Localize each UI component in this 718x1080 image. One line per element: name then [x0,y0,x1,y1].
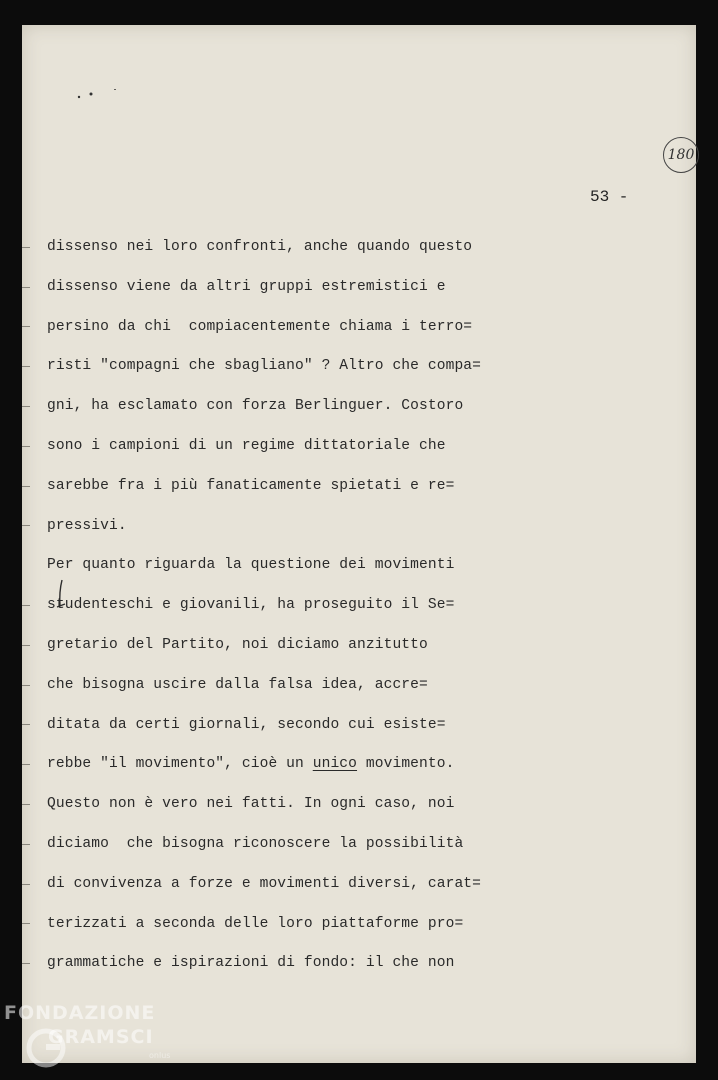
text-line: dissenso nei loro confronti, anche quando questo [47,239,473,255]
margin-tick [22,287,30,288]
margin-tick [22,724,30,725]
text-line: risti "compagni che sbagliano" ? Altro che compa= [47,358,482,375]
text-line: dissenso viene da altri gruppi estremistici e [47,278,446,295]
margin-tick [22,804,30,805]
text-line: diciamo che bisogna riconoscere la possibilità [47,835,464,852]
text-line-underlined [47,750,481,790]
margin-tick [22,764,30,765]
watermark-line1: FONDAZIONE [4,1002,156,1024]
text-line: sono i campioni di un regime dittatoriale che [47,437,446,454]
archive-number-stamp [663,137,699,173]
watermark-line2: GRAMSCI [48,1026,154,1048]
margin-tick [22,366,30,367]
margin-tick [22,406,30,407]
text-segment: rebbe "il movimento", cioè un [47,756,313,773]
text-line: persino da chi compiacentemente chiama i terro= [47,318,473,335]
watermark-subtext: onlus [149,1051,171,1060]
margin-tick [22,923,30,924]
text-line: ditata da certi giornali, secondo cui esiste= [47,716,446,733]
text-segment: movimento. [357,756,455,773]
text-line: di convivenza a forze e movimenti diversi, carat= [47,875,482,892]
left-margin-ticks [22,0,32,1080]
margin-tick [22,963,30,964]
text-line: grammatiche e ispirazioni di fondo: il che non [47,955,455,972]
text-line: gretario del Partito, noi diciamo anzitutto [47,636,428,653]
margin-tick [22,446,30,447]
text-line: che bisogna uscire dalla falsa idea, accre= [47,676,428,693]
archive-number: 180 [667,147,695,163]
text-line: Questo non è vero nei fatti. In ogni caso, noi [47,796,455,813]
text-line: pressivi. [47,517,127,534]
text-line: gni, ha esclamato con forza Berlinguer. Costoro [47,398,464,415]
paper-specks [77,89,127,101]
typewritten-body [47,233,481,989]
margin-tick [22,326,30,327]
underlined-word: unico [312,756,358,773]
margin-tick [22,844,30,845]
margin-tick [22,884,30,885]
fondazione-gramsci-watermark [4,1002,184,1072]
margin-tick [22,685,30,686]
margin-tick [22,486,30,487]
text-line: terizzati a seconda delle loro piattaforme pro= [47,915,464,932]
text-line: sarebbe fra i più fanaticamente spietati e re= [47,477,455,494]
margin-tick [22,247,30,248]
text-line: studenteschi e giovanili, ha proseguito il Se= [47,597,455,614]
page-number: 53 - [590,188,629,206]
margin-tick [22,525,30,526]
margin-tick [22,645,30,646]
text-line: Per quanto riguarda la questione dei movimenti [47,557,455,574]
margin-tick [22,605,30,606]
